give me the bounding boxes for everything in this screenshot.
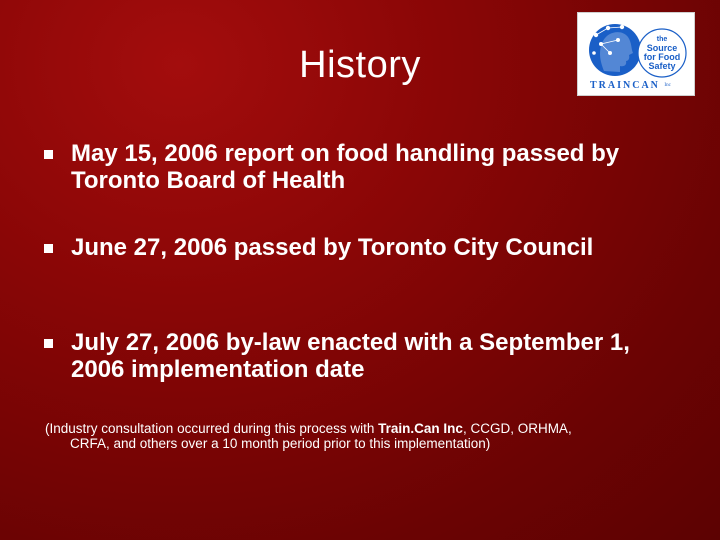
bullet-text: July 27, 2006 by-law enacted with a September 1, 2006 implementation date: [71, 329, 630, 383]
logo-brand-name: TRAINCAN: [590, 80, 660, 91]
slide-title: History: [299, 44, 421, 86]
note-highlight: Train.Can Inc: [378, 421, 463, 436]
note-line-1: [45, 421, 685, 436]
square-bullet-icon: [44, 339, 53, 348]
bullet-text: May 15, 2006 report on food handling passed by Toronto Board of Health: [71, 140, 620, 194]
logo-brand: [590, 80, 690, 91]
logo-tagline-line4: Safety: [648, 61, 676, 71]
consultation-note: [45, 421, 685, 451]
note-line-2: CRFA, and others over a 10 month period prior to this implementation): [70, 436, 491, 451]
square-bullet-icon: [44, 150, 53, 159]
square-bullet-icon: [44, 244, 53, 253]
logo-tagline-line3: for Food: [643, 52, 681, 62]
traincan-logo: [577, 12, 695, 96]
logo-tagline-line2: Source: [646, 43, 678, 53]
note-suffix: , CCGD, ORHMA,: [462, 421, 572, 436]
bullet-text: June 27, 2006 passed by Toronto City Council: [71, 234, 594, 261]
logo-tagline: [638, 26, 686, 80]
logo-tagline-line1: the: [656, 36, 668, 43]
logo-brand-suffix: Inc: [664, 83, 671, 89]
note-prefix: (Industry consultation occurred during this process with: [45, 421, 379, 436]
